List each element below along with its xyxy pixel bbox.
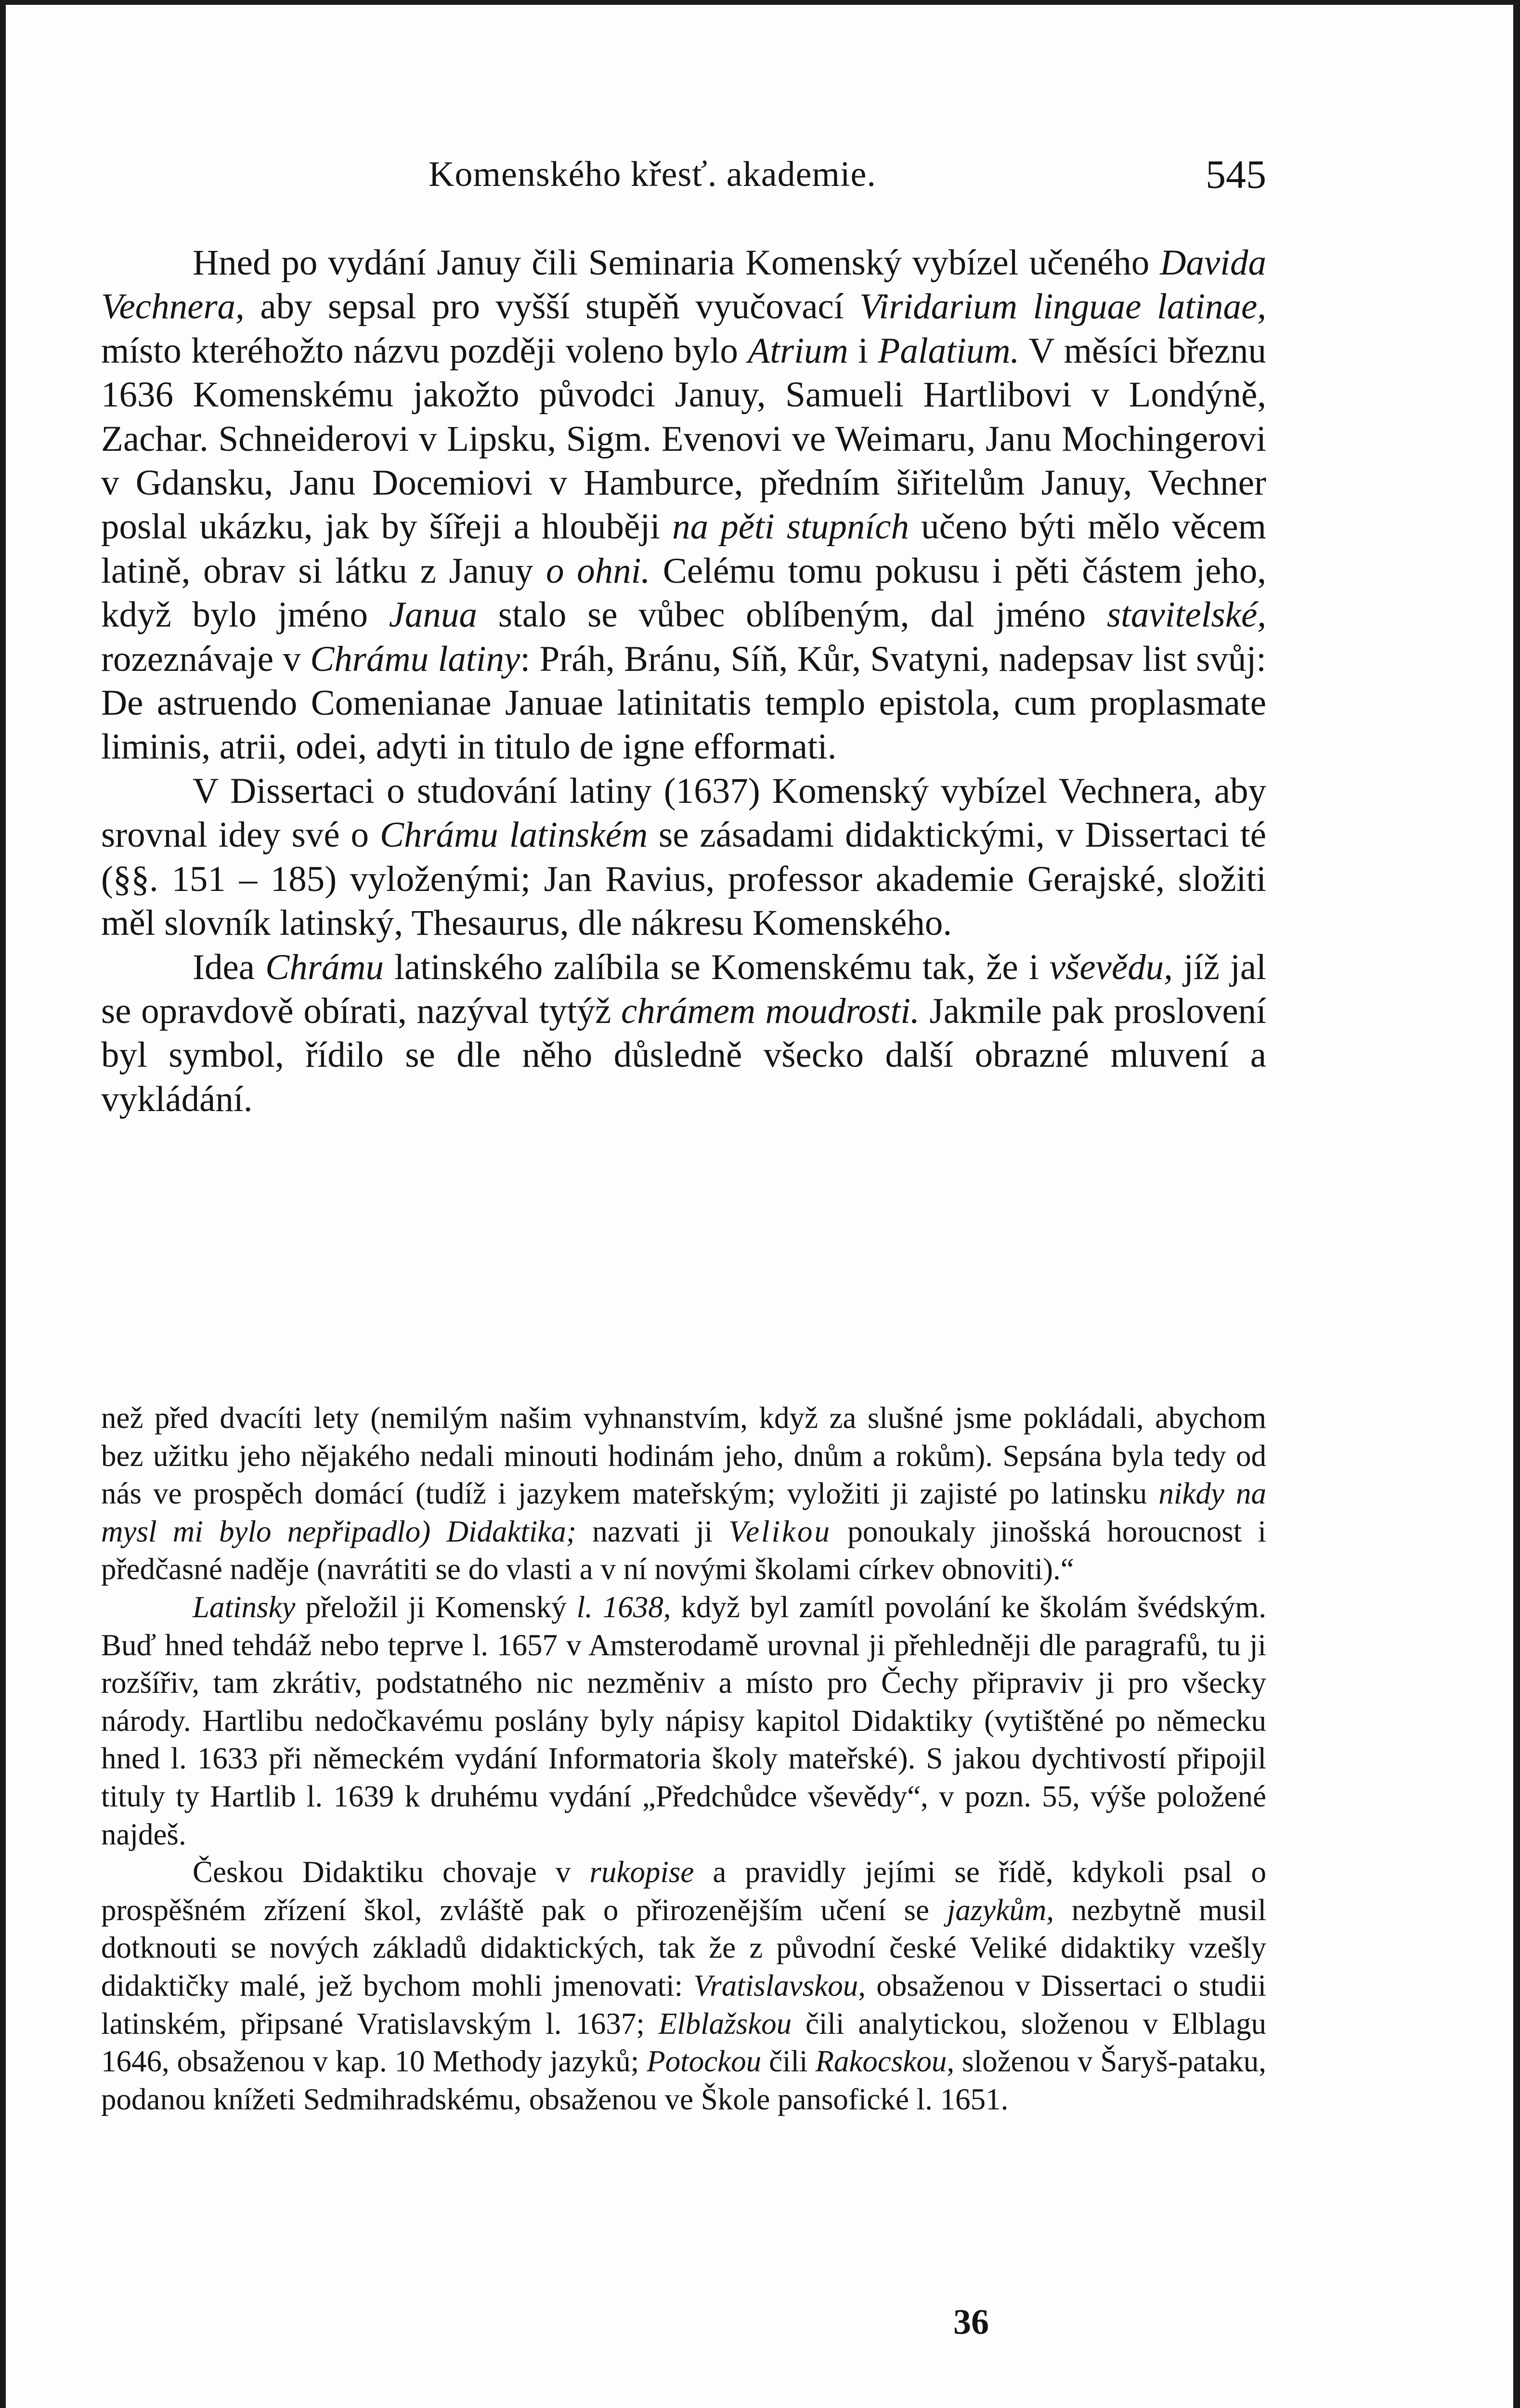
italic-run: vševědu,	[1049, 947, 1173, 987]
text-run: Idea	[193, 947, 266, 987]
text-run: ponoukaly jinošská horoucnost i předčasné naděje (navrátiti se do vlasti a v ní novými školami církev obnoviti).“	[101, 1514, 1267, 1586]
note-czech-didactics	[101, 1853, 1266, 2118]
text-run: Celému tomu pokusu i pěti částem jeho, když bylo jméno	[101, 550, 1266, 635]
italic-run: Davida Vechnera,	[101, 243, 1266, 327]
italic-run: Chrámu latinském	[379, 815, 648, 855]
italic-run: jazykům,	[947, 1893, 1054, 1927]
text-run: přeložil ji Komenský	[295, 1590, 577, 1624]
text-run: jíž jal se opravdově obírati, nazýval tytýž	[101, 947, 1266, 1031]
running-title: Komenského křesť. akademie.	[429, 155, 876, 194]
italic-run: Atrium	[748, 330, 848, 371]
text-run: rozeznávaje v	[101, 639, 311, 679]
text-run: Českou Didaktiku chovaje v	[193, 1855, 590, 1889]
italic-run: Velikou	[728, 1514, 832, 1548]
text-run: učeno býti mělo věcem latině, obrav si látku z Januy	[101, 507, 1266, 591]
text-run: nazvati ji	[576, 1514, 729, 1548]
text-run: stalo se vůbec oblíbeným, dal jméno	[477, 595, 1107, 635]
text-run: čili analytickou, složenou v Elblagu 1646, obsaženou v kap. 10 Methody jazyků;	[101, 2006, 1266, 2079]
signature-number: 36	[953, 2303, 989, 2342]
text-run: aby sepsal pro vyšší stupěň vyučovací	[244, 287, 860, 327]
text-run: : Práh, Bránu, Síň, Kůr, Svatyni, nadepsav list svůj: De astruendo Comenianae Januae latinitatis templo epistola, cum proplasmate liminis, atrii, odei, adyti in titulo de igne efformati.	[101, 639, 1267, 767]
paragraph-1	[101, 241, 1266, 769]
page-number: 545	[1206, 152, 1266, 197]
text-run: latinského zalíbila se Komenskému tak, že i	[384, 947, 1050, 987]
text-run: V Dissertaci o studování latiny (1637) Komenský vybízel Vechnera, aby srovnal idey své o	[101, 771, 1266, 855]
italic-run: rukopise	[589, 1855, 694, 1889]
text-run: obsaženou v Dissertaci o studii latinském, připsané Vratislavským l. 1637;	[101, 1968, 1266, 2041]
italic-run: Potockou	[647, 2044, 762, 2079]
italic-run: chrámem moudrosti.	[621, 991, 920, 1031]
text-run: když byl zamítl povolání ke školám švédským. Buď hned tehdáž nebo teprve l. 1657 v Amsterodamě urovnal ji přehledněji dle paragrafů, tu ji rozšířiv, tam zkrátiv, podstatného nic nezměniv a místo pro Čechy připraviv ji pro všecky národy. Hartlibu nedočkavému poslány byly nápisy kapitol Didaktiky (vytištěné po německu hned l. 1633 při německém vydání Informatoria školy mateřské). S jakou dychtivostí připojil tituly ty Hartlib l. 1639 k druhému vydání „Předchůdce vševědy“, v pozn. 55, výše položené najdeš.	[101, 1590, 1266, 1851]
italic-run: Elblažskou	[658, 2006, 792, 2041]
italic-run: Viridarium linguae latinae,	[859, 287, 1267, 327]
scan-border-left	[0, 0, 6, 2408]
italic-run: Rakocskou,	[815, 2044, 955, 2079]
italic-run: Chrámu latiny	[310, 639, 520, 679]
note-continuation	[101, 1399, 1266, 1588]
text-run: nezbytně musil dotknouti se nových základů didaktických, tak že z původní české Veliké didaktiky vzešly didaktičky malé, jež bychom mohli jmenovati:	[101, 1893, 1267, 2002]
scan-border-top	[0, 0, 1520, 5]
italic-run: na pěti stupních	[672, 507, 909, 547]
italic-run: o ohni.	[546, 550, 650, 591]
note-latin-translation	[101, 1588, 1266, 1853]
paragraph-2	[101, 769, 1266, 945]
paragraph-3	[101, 945, 1266, 1122]
text-run: Hned po vydání Januy čili Seminaria Komenský vybízel učeného	[193, 243, 1160, 283]
footnotes	[101, 1399, 1266, 2118]
italic-run: Vratislavskou,	[693, 1968, 866, 2002]
page-header	[101, 144, 1266, 202]
italic-run: Latinsky	[193, 1590, 296, 1624]
text-run: se zásadami didaktickými, v Dissertaci té (§§. 151 – 185) vyloženými; Jan Ravius, professor akademie Gerajské, složiti měl slovník latinský, Thesaurus, dle nákresu Komenského.	[101, 815, 1266, 943]
text-run: místo kteréhožto názvu později voleno bylo	[101, 330, 748, 371]
text-run: složenou v Šaryš-pataku, podanou knížeti Sedmihradskému, obsaženou ve Škole pansofické l. 1651.	[101, 2044, 1266, 2116]
text-run: V měsíci březnu 1636 Komenskému jakožto původci Januy, Samueli Hartlibovi v Londýně, Zachar. Schneiderovi v Lipsku, Sigm. Evenovi ve Weimaru, Janu Mochingerovi v Gdansku, Janu Docemiovi v Hamburce, předním šiřitelům Januy, Vechner poslal ukázku, jak by šířeji a hlouběji	[101, 330, 1266, 547]
italic-run: Chrámu	[265, 947, 384, 987]
text-run: i	[848, 330, 878, 371]
italic-run: Palatium.	[878, 330, 1020, 371]
italic-run: stavitelské,	[1106, 595, 1267, 635]
text-run: než před dvacíti lety (nemilým našim vyhnanstvím, když za slušné jsme pokládali, abychom bez užitku jeho nějakého nedali minouti hodinám jeho, dnům a rokům). Sepsána byla tedy od nás ve prospěch domácí (tudíž i jazykem mateřským; vyložiti ji zajisté po latinsku	[101, 1401, 1266, 1511]
text-run: Jakmile pak proslovení byl symbol, řídilo se dle něho důsledně všecko další obrazné mluvení a vykládání.	[101, 991, 1266, 1119]
main-text	[101, 241, 1266, 1121]
text-run: a pravidly jejími se řídě, kdykoli psal o prospěšném zřízení škol, zvláště pak o přirozenějším učení se	[101, 1855, 1266, 1927]
scan-border-right	[1513, 0, 1520, 2408]
italic-run: nikdy na mysl mi bylo nepřipadlo) Didaktika;	[101, 1477, 1266, 1548]
italic-run: l. 1638,	[576, 1590, 671, 1624]
italic-run: Janua	[389, 595, 478, 635]
text-run: čili	[761, 2044, 816, 2079]
